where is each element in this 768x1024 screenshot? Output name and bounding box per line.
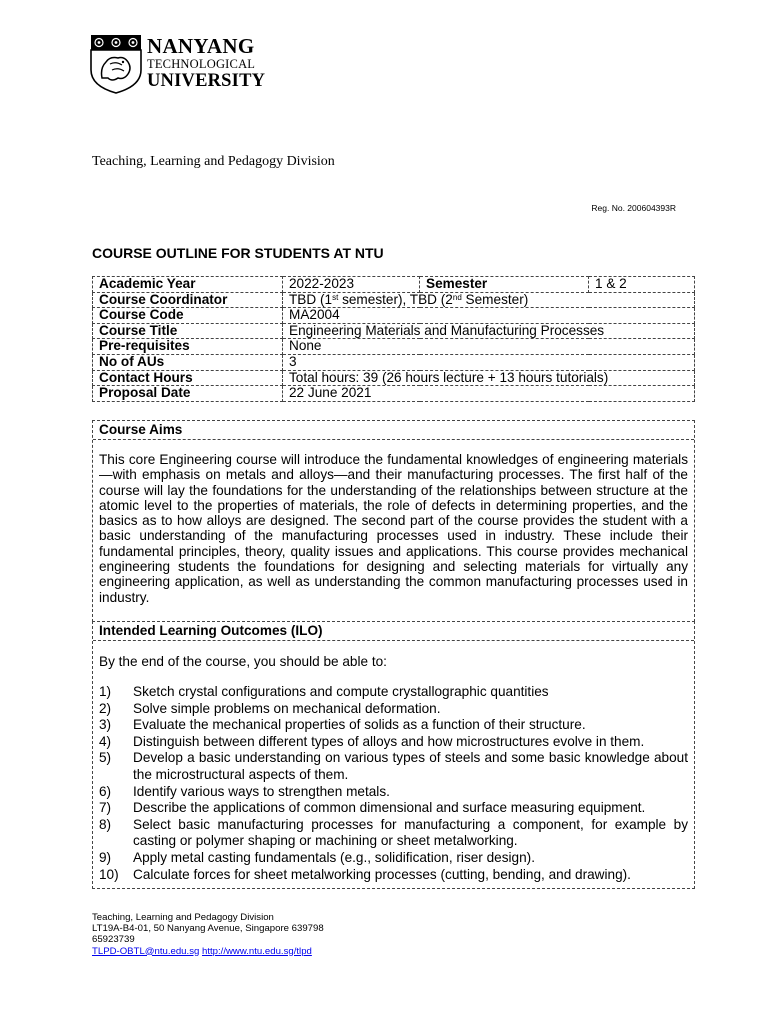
list-item — [99, 817, 688, 850]
semester-label: Semester — [420, 277, 589, 293]
ilo-number: 7) — [99, 800, 112, 816]
logo-line-1: NANYANG — [147, 34, 255, 58]
aus-value: 3 — [283, 354, 695, 370]
list-item — [99, 784, 688, 801]
logo-line-3: UNIVERSITY — [147, 70, 266, 91]
coordinator-label: Course Coordinator — [93, 292, 283, 308]
ilo-list — [99, 684, 688, 883]
footer-address: LT19A-B4-01, 50 Nanyang Avenue, Singapore 639798 — [92, 923, 324, 935]
list-item — [99, 717, 688, 734]
course-code-label: Course Code — [93, 308, 283, 324]
ntu-logo — [90, 34, 266, 94]
ilo-number: 6) — [99, 783, 112, 799]
ilo-header: Intended Learning Outcomes (ILO) — [93, 622, 694, 641]
logo-wordmark — [147, 36, 265, 90]
course-aims-header: Course Aims — [93, 421, 694, 440]
ilo-text: Describe the applications of common dimensional and surface measuring equipment. — [133, 800, 646, 816]
table-row — [93, 323, 695, 339]
table-row — [93, 386, 695, 402]
coordinator-text-1: TBD (1 — [289, 291, 333, 307]
page-footer — [92, 912, 324, 957]
course-info-table — [92, 276, 695, 402]
course-aims-section — [92, 420, 695, 622]
ilo-section — [92, 621, 695, 889]
ilo-number: 8) — [99, 816, 112, 832]
coordinator-value — [283, 292, 695, 308]
footer-email-link[interactable]: TLPD-OBTL@ntu.edu.sg — [92, 945, 200, 957]
ntu-crest-icon — [90, 34, 142, 94]
ilo-number: 4) — [99, 733, 112, 749]
list-item — [99, 750, 688, 783]
ilo-text: Apply metal casting fundamentals (e.g., solidification, riser design). — [133, 849, 535, 865]
coordinator-text-2: semester), TBD (2 — [338, 291, 453, 307]
ilo-text: Solve simple problems on mechanical deformation. — [133, 700, 441, 716]
proposal-date-label: Proposal Date — [93, 386, 283, 402]
course-aims-text: This core Engineering course will introduce the fundamental knowledges of engineering materials—with emphasis on metals and alloys—and their manufacturing processes. The first half of the course will lay the foundations for the understanding of the relationships between structure at the atomic level to the properties of materials, the role of defects in determining properties, and the basics as to how alloys are designed. The second part of the course provides the student with a basic understanding of the manufacturing processes used in industry. These include their fundamental principles, theory, quality issues and applications. This course provides mechanical engineering students the foundations for designing and selecting materials for virtually any engineering application, as well as understanding the common manufacturing processes used in industry. — [99, 452, 688, 605]
table-row — [93, 277, 695, 293]
contact-hours-value: Total hours: 39 (26 hours lecture + 13 hours tutorials) — [283, 370, 695, 386]
list-item — [99, 867, 688, 884]
list-item — [99, 701, 688, 718]
footer-phone: 65923739 — [92, 934, 135, 946]
table-row — [93, 292, 695, 308]
course-code-value: MA2004 — [283, 308, 695, 324]
table-row — [93, 370, 695, 386]
proposal-date-value: 22 June 2021 — [283, 386, 695, 402]
course-title-label: Course Title — [93, 323, 283, 339]
list-item — [99, 800, 688, 817]
ilo-intro: By the end of the course, you should be able to: — [99, 654, 387, 669]
registration-number: Reg. No. 200604393R — [591, 203, 676, 213]
ilo-text: Identify various ways to strengthen metals. — [133, 783, 390, 799]
coordinator-sup-1: st — [332, 292, 339, 302]
academic-year-value: 2022-2023 — [283, 277, 420, 293]
ilo-number: 2) — [99, 700, 112, 716]
semester-value: 1 & 2 — [589, 277, 695, 293]
ilo-number: 10) — [99, 866, 119, 882]
list-item — [99, 850, 688, 867]
division-heading: Teaching, Learning and Pedagogy Division — [92, 154, 335, 169]
ilo-number: 1) — [99, 684, 112, 699]
table-row — [93, 354, 695, 370]
ilo-number: 9) — [99, 849, 112, 865]
ilo-text: Calculate forces for sheet metalworking processes (cutting, bending, and drawing). — [133, 866, 631, 882]
ilo-text: Develop a basic understanding on various types of steels and some basic knowledge about the microstructural aspects of them. — [133, 750, 688, 782]
ilo-text: Evaluate the mechanical properties of solids as a function of their structure. — [133, 717, 586, 733]
prerequisites-value: None — [283, 339, 695, 355]
aus-label: No of AUs — [93, 354, 283, 370]
coordinator-text-3: Semester) — [461, 291, 529, 307]
table-row — [93, 339, 695, 355]
course-title-value: Engineering Materials and Manufacturing Processes — [283, 323, 695, 339]
footer-division: Teaching, Learning and Pedagogy Division — [92, 912, 274, 923]
list-item — [99, 734, 688, 751]
ilo-text: Sketch crystal configurations and compute crystallographic quantities — [133, 684, 549, 699]
list-item — [99, 684, 688, 701]
contact-hours-label: Contact Hours — [93, 370, 283, 386]
table-row — [93, 308, 695, 324]
academic-year-label: Academic Year — [93, 277, 283, 293]
document-title: COURSE OUTLINE FOR STUDENTS AT NTU — [92, 245, 384, 261]
ilo-text: Select basic manufacturing processes for manufacturing a component, for example by casting or polymer shaping or machining or sheet metalworking. — [133, 816, 688, 849]
logo-line-2: TECHNOLOGICAL — [147, 57, 256, 71]
ilo-text: Distinguish between different types of alloys and how microstructures evolve in them. — [133, 733, 645, 749]
coordinator-sup-2: nd — [452, 292, 462, 302]
prerequisites-label: Pre-requisites — [93, 339, 283, 355]
ilo-number: 5) — [99, 750, 112, 766]
footer-url-link[interactable]: http://www.ntu.edu.sg/tlpd — [202, 945, 312, 957]
footer-links — [92, 946, 324, 957]
ilo-number: 3) — [99, 717, 112, 733]
